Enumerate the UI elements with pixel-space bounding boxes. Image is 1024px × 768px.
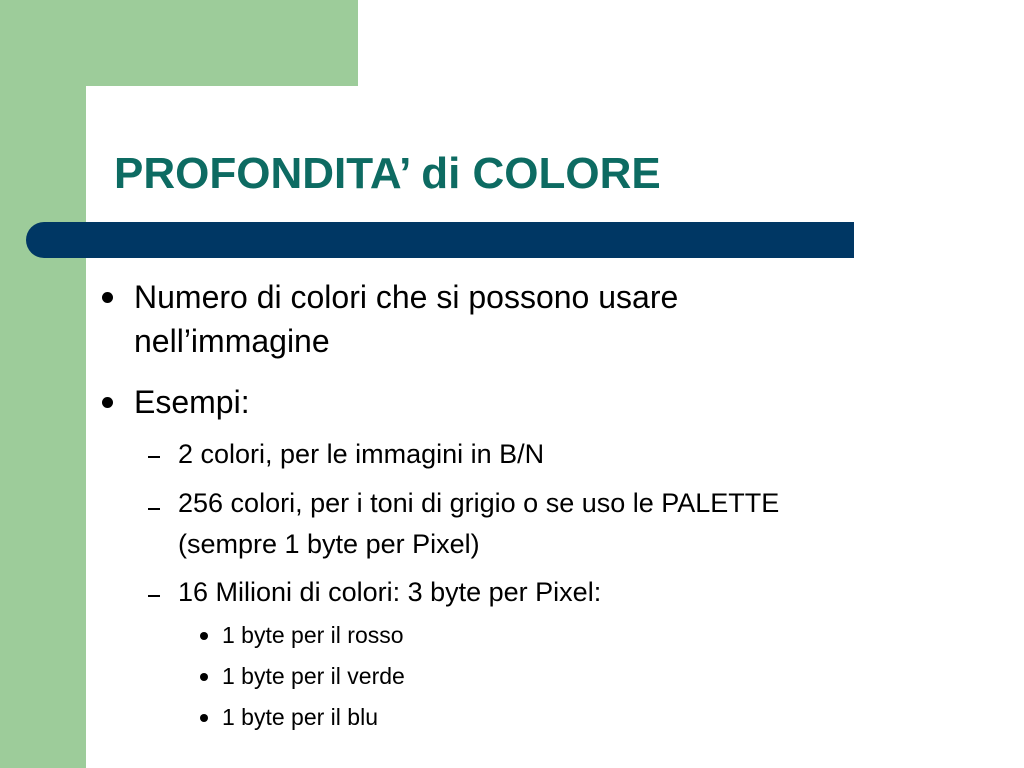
bullet-item-1-line-2: nell’immagine bbox=[134, 323, 330, 359]
sub-item-3: 16 Milioni di colori: 3 byte per Pixel: bbox=[178, 577, 602, 607]
bullet-dot-icon bbox=[102, 397, 113, 408]
bullet-dot-icon bbox=[200, 673, 208, 681]
dash-icon bbox=[148, 595, 160, 597]
slide-title: PROFONDITA’ di COLORE bbox=[114, 149, 661, 198]
sub-item-2-line-1: 256 colori, per i toni di grigio o se uso le PALETTE bbox=[178, 488, 780, 518]
bullet-dot-icon bbox=[102, 292, 113, 303]
green-accent-left bbox=[0, 0, 86, 768]
green-accent-top bbox=[0, 0, 358, 86]
dash-icon bbox=[148, 508, 160, 510]
sub-sub-item-3: 1 byte per il blu bbox=[222, 704, 378, 730]
bullet-item-1-line-1: Numero di colori che si possono usare bbox=[134, 279, 679, 315]
bullet-dot-icon bbox=[200, 714, 208, 722]
bullet-dot-icon bbox=[200, 632, 208, 640]
sub-sub-item-2: 1 byte per il verde bbox=[222, 663, 405, 689]
dash-icon bbox=[148, 456, 160, 458]
sub-sub-item-1: 1 byte per il rosso bbox=[222, 622, 404, 648]
sub-item-2-line-2: (sempre 1 byte per Pixel) bbox=[178, 529, 480, 559]
sub-item-1: 2 colori, per le immagini in B/N bbox=[178, 439, 545, 469]
title-underline-bar bbox=[26, 222, 854, 258]
bullet-item-2: Esempi: bbox=[134, 384, 250, 420]
